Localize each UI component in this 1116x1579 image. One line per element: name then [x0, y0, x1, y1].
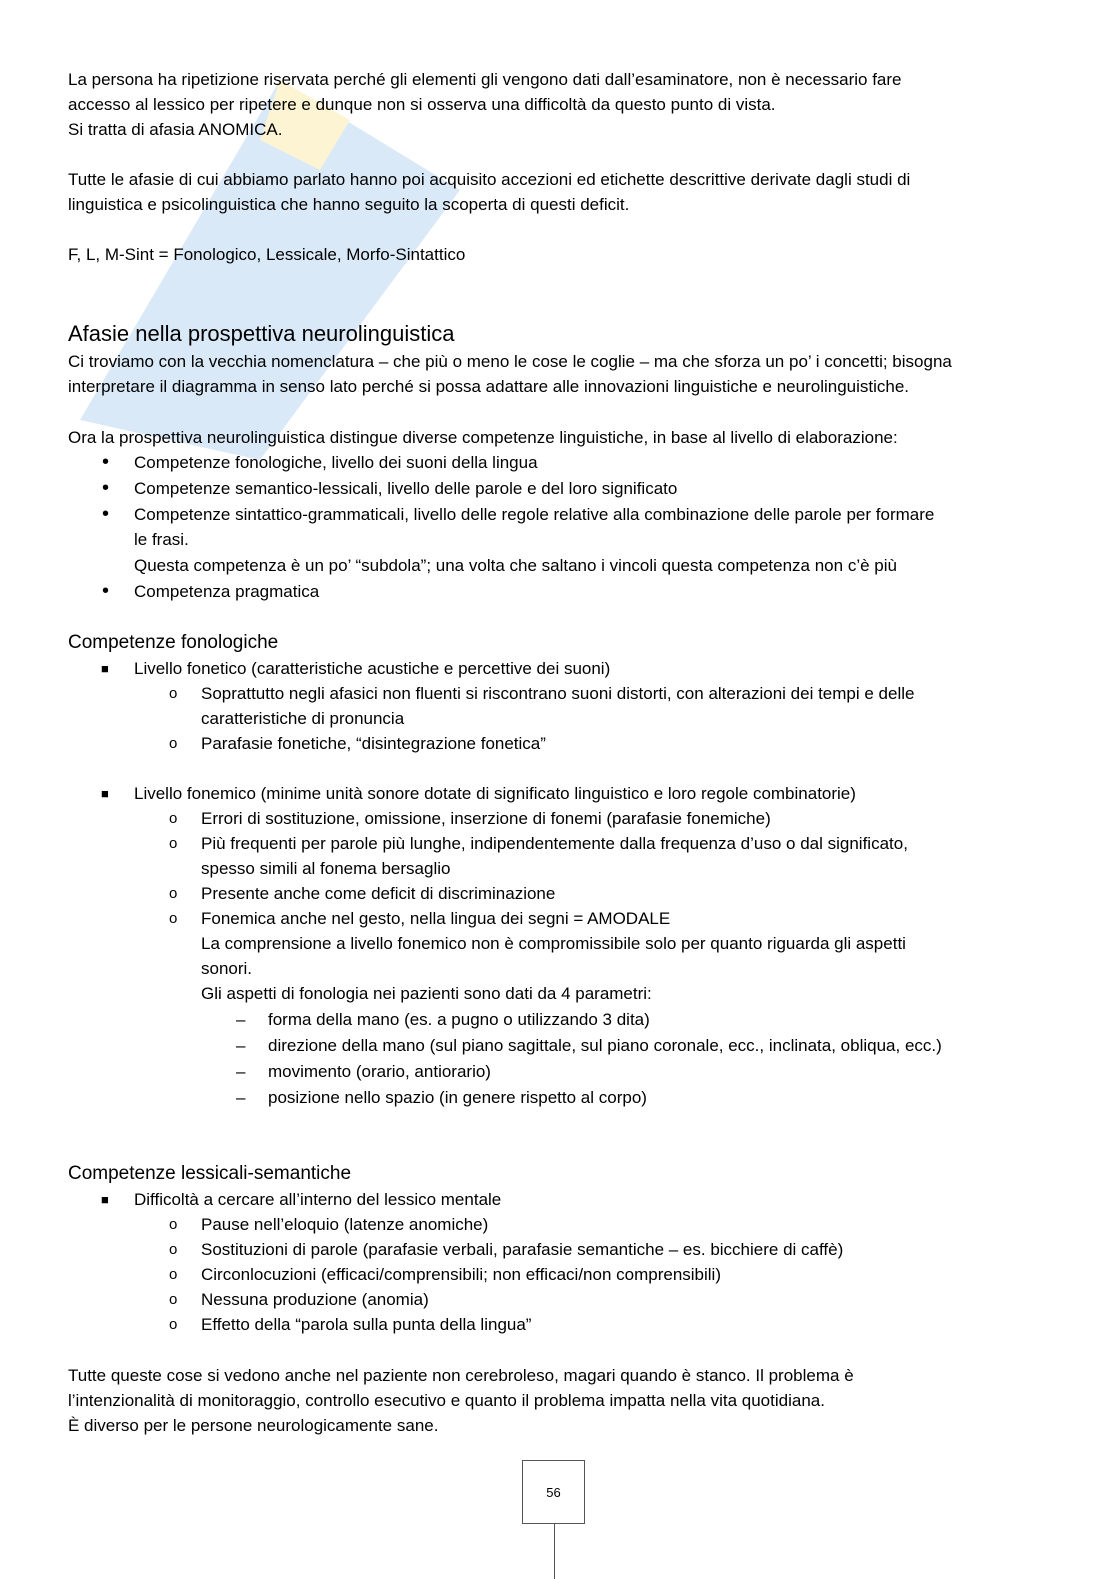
list-item: Fonemica anche nel gesto, nella lingua dei segni = AMODALE — [201, 909, 671, 928]
list-item: Sostituzioni di parole (parafasie verbali, parafasie semantiche – es. bicchiere di caffè) — [201, 1240, 844, 1259]
list-item-cont: La comprensione a livello fonemico non è compromissibile solo per quanto riguarda gli aspetti — [201, 934, 906, 953]
paragraph-line: linguistica e psicolinguistica che hanno seguito la scoperta di questi deficit. — [68, 195, 630, 214]
list-item: Competenze semantico-lessicali, livello delle parole e del loro significato — [134, 479, 678, 498]
list-item: forma della mano (es. a pugno o utilizzando 3 dita) — [268, 1010, 650, 1029]
list-item: Più frequenti per parole più lunghe, indipendentemente dalla frequenza d’uso o dal significato, — [201, 834, 908, 853]
list-item: Presente anche come deficit di discriminazione — [201, 884, 556, 903]
paragraph-line: l’intenzionalità di monitoraggio, controllo esecutivo e quanto il problema impatta nella vita quotidiana. — [68, 1391, 825, 1410]
bullet-dot: • — [102, 580, 110, 602]
paragraph-line: Si tratta di afasia ANOMICA. — [68, 120, 283, 139]
subsection-title: Competenze fonologiche — [68, 632, 279, 653]
list-item: Competenze sintattico-grammaticali, livello delle regole relative alla combinazione delle parole per formare — [134, 505, 935, 524]
list-item-cont: spesso simili al fonema bersaglio — [201, 859, 451, 878]
paragraph-line: Tutte queste cose si vedono anche nel paziente non cerebroleso, magari quando è stanco. Il problema è — [68, 1366, 854, 1385]
list-item: Difficoltà a cercare all’interno del lessico mentale — [134, 1190, 502, 1209]
list-item-cont: Gli aspetti di fonologia nei pazienti sono dati da 4 parametri: — [201, 984, 652, 1003]
bullet-circle: o — [169, 1216, 178, 1233]
list-item: direzione della mano (sul piano sagittale, sul piano coronale, ecc., inclinata, obliqua, ecc.) — [268, 1036, 942, 1055]
bullet-dash: – — [236, 1062, 246, 1081]
bullet-dash: – — [236, 1088, 246, 1107]
list-item-cont: Questa competenza è un po’ “subdola”; una volta che saltano i vincoli questa competenza non c’è più — [134, 556, 897, 575]
list-item: Errori di sostituzione, omissione, inserzione di fonemi (parafasie fonemiche) — [201, 809, 771, 828]
paragraph-line: È diverso per le persone neurologicamente sane. — [68, 1416, 439, 1435]
list-item-cont: le frasi. — [134, 530, 189, 549]
list-item: Effetto della “parola sulla punta della lingua” — [201, 1315, 532, 1334]
bullet-circle: o — [169, 810, 178, 827]
paragraph-line: interpretare il diagramma in senso lato perché si possa adattare alle innovazioni linguistiche e neurolinguistiche. — [68, 377, 910, 396]
list-item: Pause nell’eloquio (latenze anomiche) — [201, 1215, 489, 1234]
bullet-dash: – — [236, 1010, 246, 1029]
paragraph-line: Ora la prospettiva neurolinguistica distingue diverse competenze linguistiche, in base al livello di elaborazione: — [68, 428, 898, 447]
bullet-circle: o — [169, 1316, 178, 1333]
paragraph-line: La persona ha ripetizione riservata perché gli elementi gli vengono dati dall’esaminatore, non è necessario fare — [68, 70, 902, 89]
list-item: Competenze fonologiche, livello dei suoni della lingua — [134, 453, 538, 472]
bullet-square: ■ — [101, 786, 109, 801]
paragraph-line: Ci troviamo con la vecchia nomenclatura – che più o meno le cose le coglie – ma che sforza un po’ i concetti; bisogna — [68, 352, 952, 371]
bullet-circle: o — [169, 1266, 178, 1283]
bullet-dot: • — [102, 451, 110, 473]
list-item: Nessuna produzione (anomia) — [201, 1290, 429, 1309]
bullet-square: ■ — [101, 1192, 109, 1207]
abbreviation-line: F, L, M-Sint = Fonologico, Lessicale, Morfo-Sintattico — [68, 245, 466, 264]
list-item: movimento (orario, antiorario) — [268, 1062, 491, 1081]
bullet-circle: o — [169, 835, 178, 852]
section-title: Afasie nella prospettiva neurolinguistica — [68, 321, 455, 346]
list-item-cont: caratteristiche di pronuncia — [201, 709, 405, 728]
bullet-circle: o — [169, 1291, 178, 1308]
bullet-dash: – — [236, 1036, 246, 1055]
list-item: Livello fonemico (minime unità sonore dotate di significato linguistico e loro regole combinatorie) — [134, 784, 856, 803]
bullet-circle: o — [169, 910, 178, 927]
list-item: Parafasie fonetiche, “disintegrazione fonetica” — [201, 734, 546, 753]
list-item: Competenza pragmatica — [134, 582, 320, 601]
bullet-square: ■ — [101, 661, 109, 676]
bullet-circle: o — [169, 735, 178, 752]
paragraph-line: accesso al lessico per ripetere e dunque non si osserva una difficoltà da questo punto di vista. — [68, 95, 776, 114]
list-item-cont: sonori. — [201, 959, 253, 978]
bullet-dot: • — [102, 503, 110, 525]
paragraph-line: Tutte le afasie di cui abbiamo parlato hanno poi acquisito accezioni ed etichette descrittive derivate dagli studi di — [68, 170, 911, 189]
bullet-circle: o — [169, 685, 178, 702]
bullet-dot: • — [102, 477, 110, 499]
bullet-circle: o — [169, 885, 178, 902]
list-item: posizione nello spazio (in genere rispetto al corpo) — [268, 1088, 647, 1107]
subsection-title: Competenze lessicali-semantiche — [68, 1163, 352, 1184]
list-item: Circonlocuzioni (efficaci/comprensibili; non efficaci/non comprensibili) — [201, 1265, 721, 1284]
list-item: Livello fonetico (caratteristiche acustiche e percettive dei suoni) — [134, 659, 611, 678]
bullet-circle: o — [169, 1241, 178, 1258]
list-item: Soprattutto negli afasici non fluenti si riscontrano suoni distorti, con alterazioni dei tempi e delle — [201, 684, 915, 703]
page-number: 56 — [522, 1460, 585, 1524]
page-number-line — [554, 1524, 555, 1579]
